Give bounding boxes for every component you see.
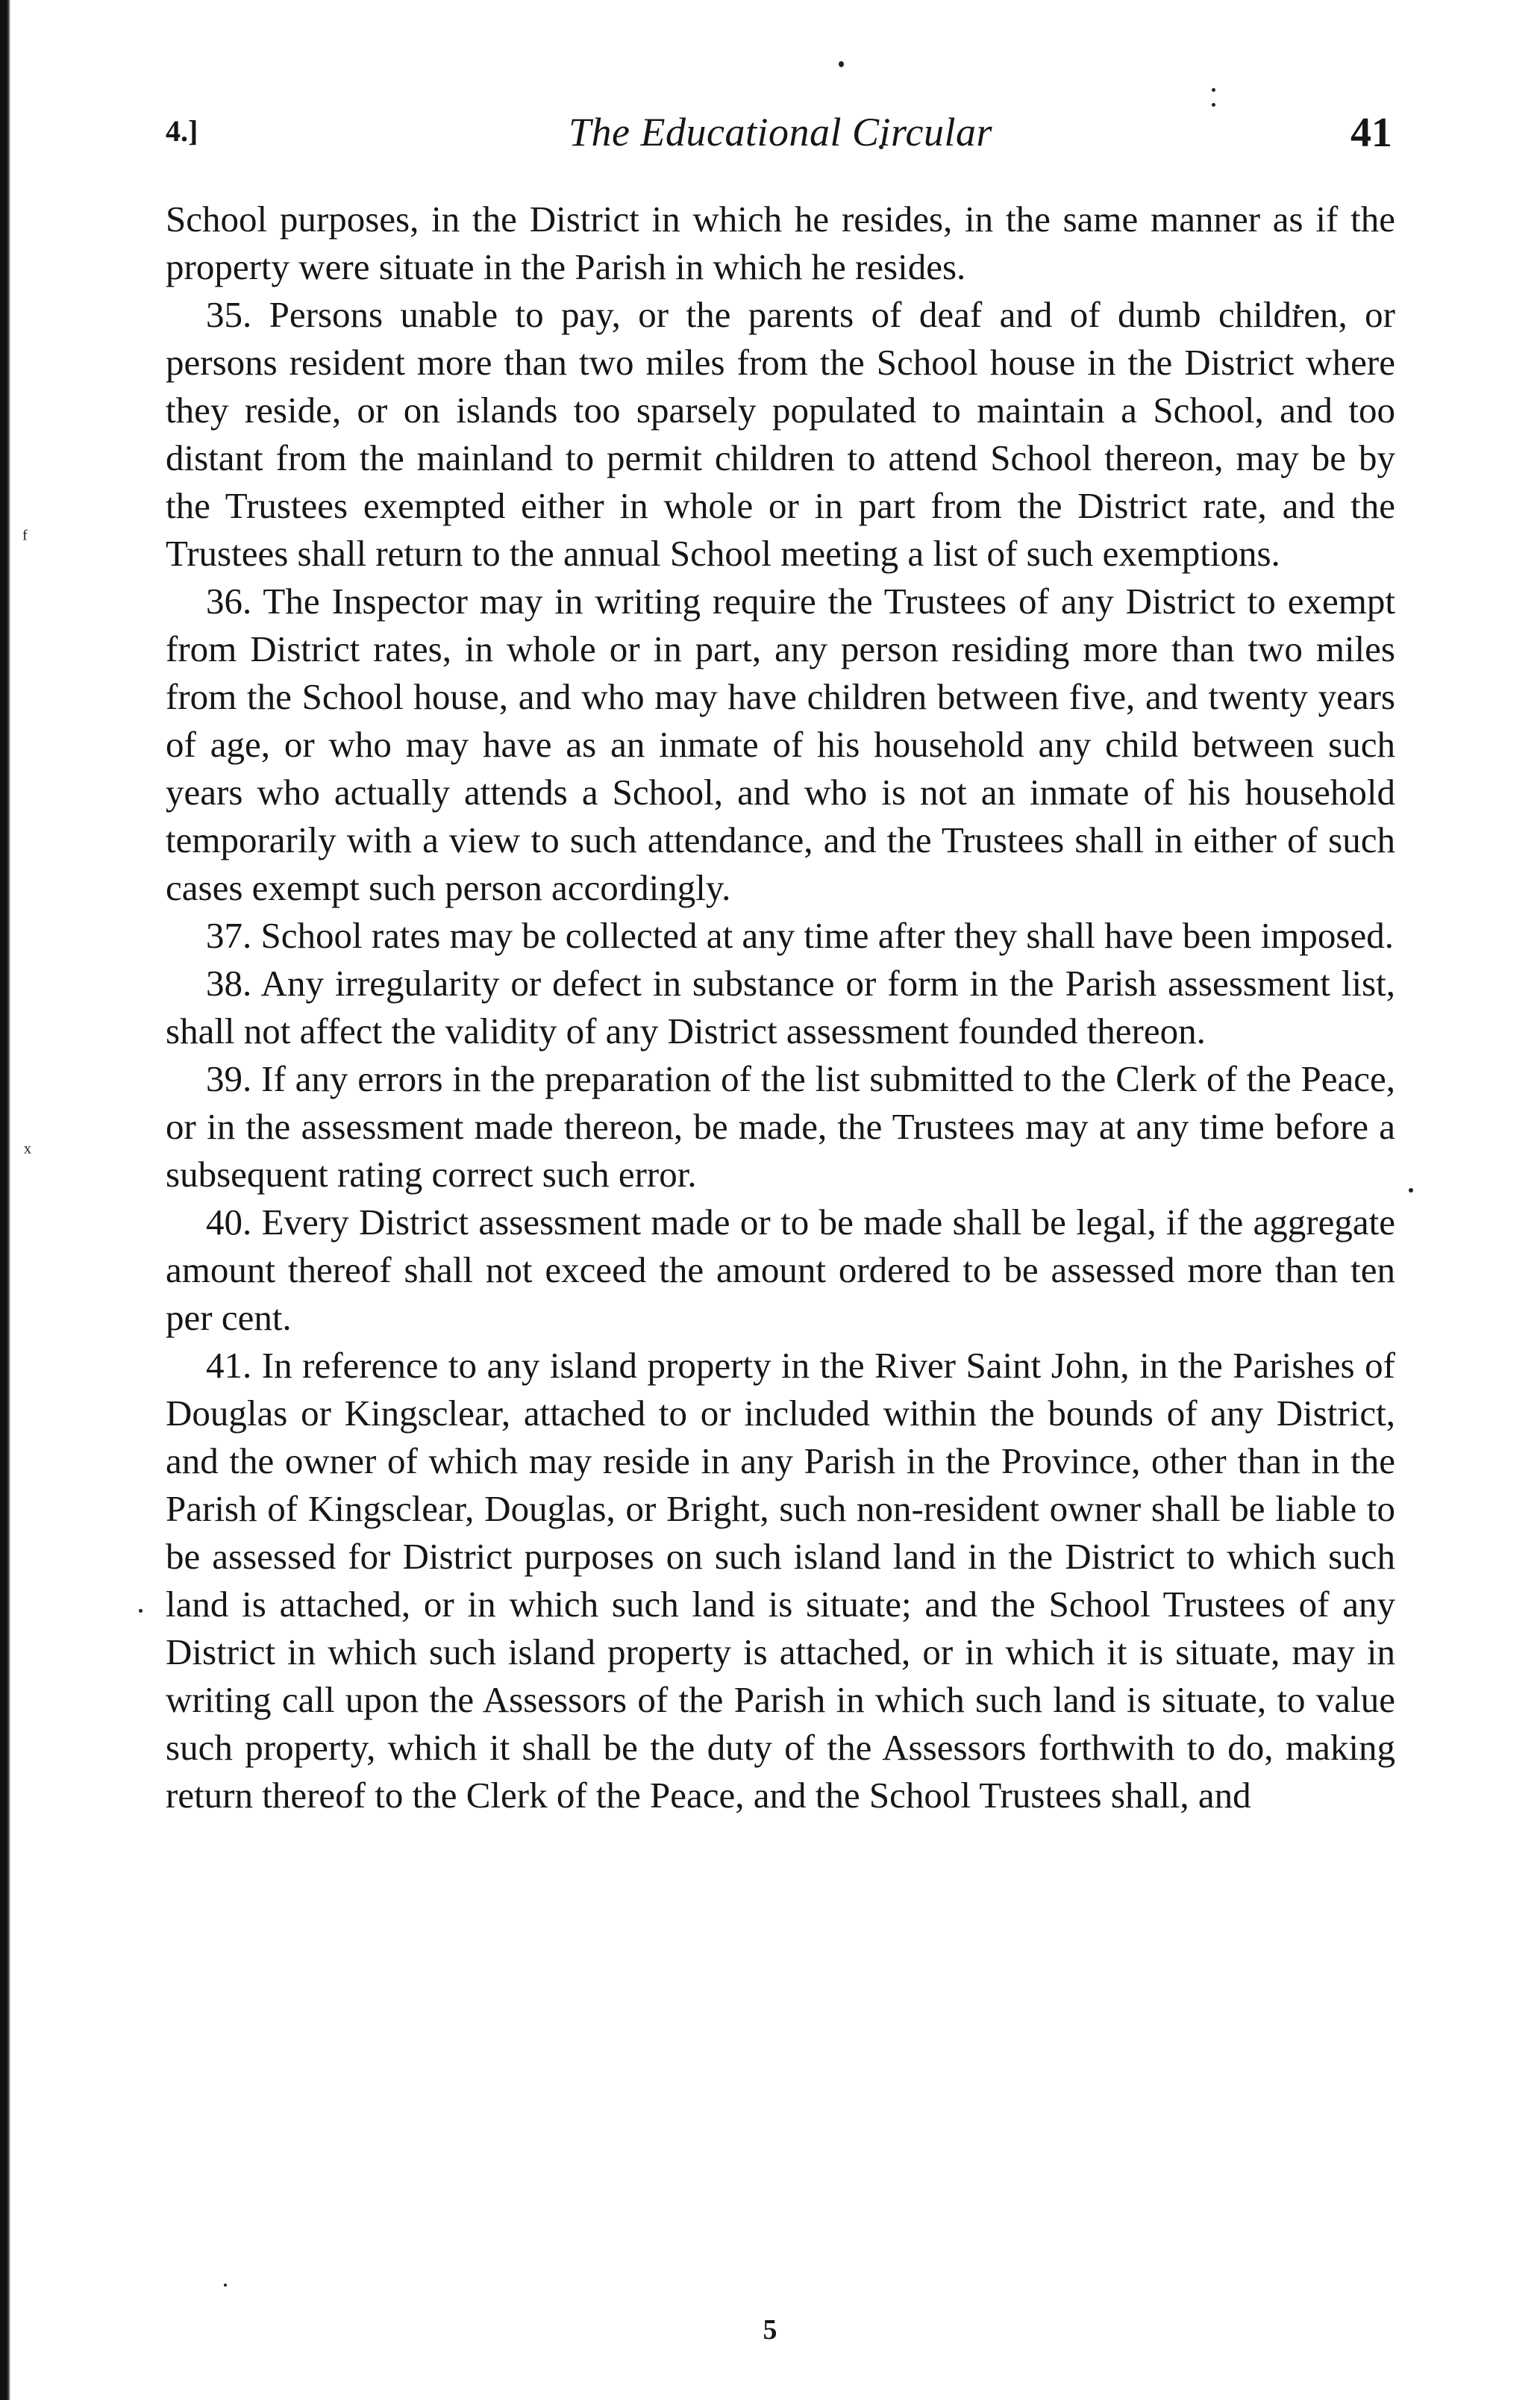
- ink-speck: [1409, 1188, 1413, 1193]
- paragraph-continuation: School purposes, in the District in which he resides, in the same manner as if the property were situate in the Parish in which he resides.: [166, 199, 1395, 287]
- margin-mark: ᶠ: [22, 525, 28, 553]
- ink-speck: [1212, 103, 1215, 107]
- ink-speck: [139, 1609, 143, 1613]
- header-section-number: 4.]: [166, 114, 198, 148]
- section-40: 40. Every District assessment made or to be made shall be legal, if the aggregate amount thereof shall not exceed the amount ordered to be assessed more than ten per cent.: [166, 1201, 1395, 1338]
- section-38: 38. Any irregularity or defect in substance or form in the Parish assessment list, shall not affect the validity of any District assessment founded thereon.: [166, 963, 1395, 1051]
- ink-speck: [224, 2284, 227, 2287]
- running-header: [166, 109, 1395, 169]
- binding-edge: [0, 0, 10, 2400]
- header-title: The Educational Circular: [569, 110, 992, 154]
- body-text: [166, 196, 1395, 1819]
- ink-speck: [1212, 88, 1215, 92]
- page-number: 41: [1350, 110, 1392, 156]
- section-35: 35. Persons unable to pay, or the parents of deaf and of dumb children, or persons resident more than two miles from the School house in the District where they reside, or on islands too sparsely populated to maintain a School, and too distant from the mainland to permit children to attend School thereon, may be by the Trustees exempted either in whole or in part from the District rate, and the Trustees shall return to the annual School meeting a list of such exemptions.: [166, 294, 1395, 574]
- section-41: 41. In reference to any island property in the River Saint John, in the Parishes of Douglas or Kingsclear, attached to or included within the bounds of any District, and the owner of which may reside in any Parish in the Province, other than in the Parish of Kingsclear, Douglas, or Bright, such non-resident owner shall be liable to be assessed for District purposes on such island land in the District to which such land is attached, or in which such land is situate; and the School Trustees of any District in which such island property is attached, or in which it is situate, may in writing call upon the Assessors of the Parish in which such land is situate, to value such property, which it shall be the duty of the Assessors forthwith to do, making return thereof to the Clerk of the Peace, and the School Trustees shall, and: [166, 1345, 1395, 1816]
- section-37: 37. School rates may be collected at any time after they shall have been imposed.: [206, 915, 1394, 956]
- margin-mark: ˣ: [24, 1139, 31, 1166]
- section-36: 36. The Inspector may in writing require the Trustees of any District to exempt from District rates, in whole or in part, any person residing more than two miles from the School house, and who may have children between five, and twenty years of age, or who may have as an inmate of his household any child between such years who actually attends a School, and who is not an inmate of his household temporarily with a view to such attendance, and the Trustees shall in either of such cases exempt such person accordingly.: [166, 581, 1395, 908]
- section-39: 39. If any errors in the preparation of the list submitted to the Clerk of the Peace, or in the assessment made thereon, be made, the Trustees may at any time before a subsequent rating correct such error.: [166, 1058, 1395, 1195]
- signature-mark: 5: [763, 2314, 777, 2346]
- ink-speck: [839, 61, 844, 67]
